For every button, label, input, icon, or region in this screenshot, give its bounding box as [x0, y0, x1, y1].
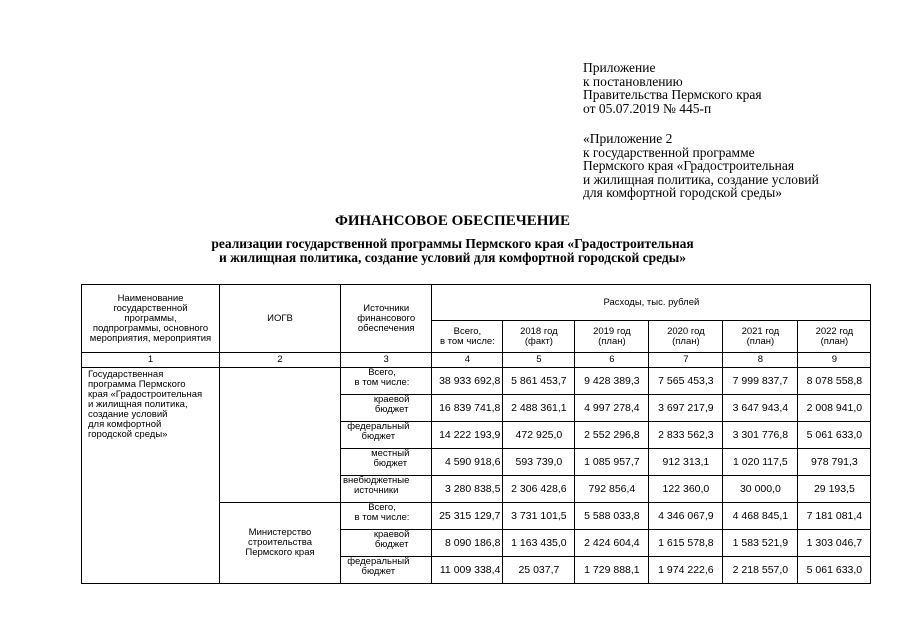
appendix2-line: «Приложение 2	[583, 131, 673, 146]
value-cell: 1 020 117,5	[723, 449, 798, 476]
value-cell: 3 280 838,5	[432, 476, 503, 503]
value-cell: 30 000,0	[723, 476, 798, 503]
value-cell: 2 424 604,4	[575, 530, 649, 557]
value-cell: 122 360,0	[649, 476, 723, 503]
header-year-2022: 2022 год (план)	[798, 321, 871, 353]
value-cell: 9 428 389,3	[575, 368, 649, 395]
header-year-2020: 2020 год (план)	[649, 321, 723, 353]
subtitle-line: реализации государственной программы Пермского края «Градостроительная	[211, 236, 694, 251]
value-cell: 8 090 186,8	[432, 530, 503, 557]
value-cell: 912 313,1	[649, 449, 723, 476]
column-number: 9	[798, 353, 871, 368]
iogv-name: Министерство строительства Пермского края	[220, 503, 341, 584]
value-cell: 2 552 296,8	[575, 422, 649, 449]
appendix-line: Приложение	[583, 60, 656, 75]
finance-table	[81, 284, 871, 584]
value-cell: 3 647 943,4	[723, 395, 798, 422]
value-cell: 593 739,0	[503, 449, 575, 476]
value-cell: 38 933 692,8	[432, 368, 503, 395]
appendix2-line: Пермского края «Градостроительная	[583, 158, 795, 173]
column-number-row	[82, 353, 871, 368]
column-number: 3	[341, 353, 432, 368]
value-cell: 16 839 741,8	[432, 395, 503, 422]
header-year-2018: 2018 год (факт)	[503, 321, 575, 353]
value-cell: 1 974 222,6	[649, 557, 723, 584]
value-cell: 11 009 338,4	[432, 557, 503, 584]
source-cell: краевой бюджет	[341, 530, 432, 557]
value-cell: 7 999 837,7	[723, 368, 798, 395]
value-cell: 2 008 941,0	[798, 395, 871, 422]
column-number: 7	[649, 353, 723, 368]
appendix-note	[583, 61, 762, 115]
value-cell: 2 306 428,6	[503, 476, 575, 503]
table-row	[82, 368, 871, 395]
value-cell: 1 085 957,7	[575, 449, 649, 476]
header-year-2019: 2019 год (план)	[575, 321, 649, 353]
value-cell: 2 833 562,3	[649, 422, 723, 449]
subtitle-line: и жилищная политика, создание условий для комфортной городской среды»	[218, 250, 687, 265]
value-cell: 5 061 633,0	[798, 557, 871, 584]
document-subtitle	[0, 237, 905, 265]
value-cell: 978 791,3	[798, 449, 871, 476]
appendix2-line: к государственной программе	[583, 144, 755, 160]
value-cell: 7 181 081,4	[798, 503, 871, 530]
value-cell: 2 218 557,0	[723, 557, 798, 584]
value-cell: 4 346 067,9	[649, 503, 723, 530]
value-cell: 1 729 888,1	[575, 557, 649, 584]
document-title: ФИНАНСОВОЕ ОБЕСПЕЧЕНИЕ	[334, 213, 571, 229]
value-cell: 25 037,7	[503, 557, 575, 584]
header-year-2021: 2021 год (план)	[723, 321, 798, 353]
appendix-line: к постановлению	[583, 73, 683, 89]
value-cell: 1 303 046,7	[798, 530, 871, 557]
header-iogv: ИОГВ	[220, 285, 341, 353]
column-number: 8	[723, 353, 798, 368]
value-cell: 1 163 435,0	[503, 530, 575, 557]
value-cell: 5 861 453,7	[503, 368, 575, 395]
value-cell: 29 193,5	[798, 476, 871, 503]
value-cell: 2 488 361,1	[503, 395, 575, 422]
value-cell: 1 583 521,9	[723, 530, 798, 557]
value-cell: 1 615 578,8	[649, 530, 723, 557]
value-cell: 5 061 633,0	[798, 422, 871, 449]
header-sources: Источники финансового обеспечения	[341, 285, 432, 353]
value-cell: 25 315 129,7	[432, 503, 503, 530]
source-cell: Всего, в том числе:	[341, 503, 432, 530]
iogv-empty	[220, 368, 341, 503]
value-cell: 14 222 193,9	[432, 422, 503, 449]
column-number: 1	[82, 353, 220, 368]
program-name: Государственная программа Пермского края «Градостроительная и жилищная политика, создание условий для комфортной городской среды»	[82, 368, 220, 584]
source-cell: краевой бюджет	[341, 395, 432, 422]
value-cell: 5 588 033,8	[575, 503, 649, 530]
source-cell: Всего, в том числе:	[341, 368, 432, 395]
appendix2-note	[583, 132, 819, 200]
value-cell: 4 590 918,6	[432, 449, 503, 476]
header-expenses: Расходы, тыс. рублей	[432, 285, 871, 321]
value-cell: 4 997 278,4	[575, 395, 649, 422]
source-cell: местный бюджет	[341, 449, 432, 476]
value-cell: 7 565 453,3	[649, 368, 723, 395]
column-number: 2	[220, 353, 341, 368]
column-number: 4	[432, 353, 503, 368]
source-cell: внебюджетные источники	[341, 476, 432, 503]
value-cell: 3 731 101,5	[503, 503, 575, 530]
value-cell: 472 925,0	[503, 422, 575, 449]
appendix-line: Правительства Пермского края	[583, 87, 762, 102]
appendix2-line: и жилищная политика, создание условий	[583, 171, 819, 187]
source-cell: федеральный бюджет	[341, 557, 432, 584]
source-cell: федеральный бюджет	[341, 422, 432, 449]
column-number: 6	[575, 353, 649, 368]
column-number: 5	[503, 353, 575, 368]
value-cell: 8 078 558,8	[798, 368, 871, 395]
appendix-line: от 05.07.2019 № 445-п	[583, 100, 712, 116]
header-name: Наименование государственной программы, подпрограммы, основного мероприятия, мероприятия	[82, 285, 220, 353]
appendix2-line: для комфортной городской среды»	[583, 185, 783, 200]
value-cell: 792 856,4	[575, 476, 649, 503]
value-cell: 3 697 217,9	[649, 395, 723, 422]
value-cell: 4 468 845,1	[723, 503, 798, 530]
header-total: Всего, в том числе:	[432, 321, 503, 353]
value-cell: 3 301 776,8	[723, 422, 798, 449]
